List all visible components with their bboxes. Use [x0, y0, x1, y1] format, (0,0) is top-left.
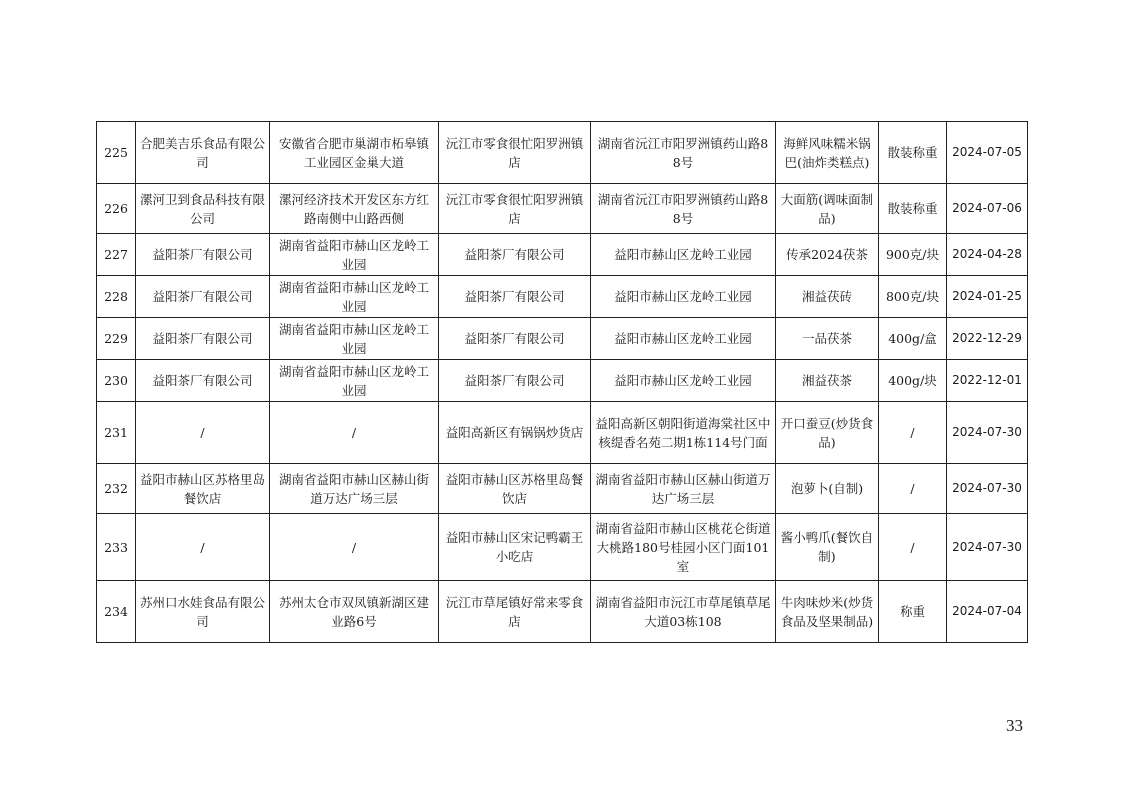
cell-spec: 称重 [879, 581, 947, 643]
cell-producer-address: 苏州太仓市双凤镇新湖区建业路6号 [270, 581, 439, 643]
cell-no: 226 [97, 184, 136, 234]
table-row [97, 581, 1028, 643]
cell-date: 2024-07-05 [947, 122, 1028, 184]
cell-producer-address: 湖南省益阳市赫山区龙岭工业园 [270, 360, 439, 402]
cell-producer: / [136, 514, 270, 581]
cell-producer: / [136, 402, 270, 464]
cell-spec: 400g/块 [879, 360, 947, 402]
cell-no: 230 [97, 360, 136, 402]
table-row [97, 276, 1028, 318]
cell-seller-address: 湖南省沅江市阳罗洲镇药山路88号 [591, 122, 776, 184]
cell-producer-address: 湖南省益阳市赫山区龙岭工业园 [270, 318, 439, 360]
cell-date: 2024-07-30 [947, 464, 1028, 514]
cell-date: 2024-07-04 [947, 581, 1028, 643]
page-number: 33 [1006, 716, 1023, 735]
cell-producer: 苏州口水娃食品有限公司 [136, 581, 270, 643]
cell-seller-address: 益阳市赫山区龙岭工业园 [591, 234, 776, 276]
cell-seller: 沅江市零食很忙阳罗洲镇店 [439, 122, 591, 184]
cell-producer: 漯河卫到食品科技有限公司 [136, 184, 270, 234]
cell-seller: 沅江市零食很忙阳罗洲镇店 [439, 184, 591, 234]
cell-producer-address: 湖南省益阳市赫山区龙岭工业园 [270, 234, 439, 276]
cell-no: 234 [97, 581, 136, 643]
cell-seller: 益阳高新区有锅锅炒货店 [439, 402, 591, 464]
table-row [97, 234, 1028, 276]
table-row [97, 402, 1028, 464]
cell-seller-address: 湖南省益阳市赫山区桃花仑街道大桃路180号桂园小区门面101室 [591, 514, 776, 581]
cell-producer-address: 漯河经济技术开发区东方红路南侧中山路西侧 [270, 184, 439, 234]
cell-producer-address: / [270, 402, 439, 464]
cell-no: 228 [97, 276, 136, 318]
cell-seller: 益阳市赫山区苏格里岛餐饮店 [439, 464, 591, 514]
cell-product: 牛肉味炒米(炒货食品及坚果制品) [776, 581, 879, 643]
cell-seller: 益阳茶厂有限公司 [439, 360, 591, 402]
table-row [97, 122, 1028, 184]
cell-seller-address: 湖南省益阳市赫山区赫山街道万达广场三层 [591, 464, 776, 514]
cell-producer-address: 湖南省益阳市赫山区龙岭工业园 [270, 276, 439, 318]
cell-producer: 益阳茶厂有限公司 [136, 318, 270, 360]
cell-producer-address: 湖南省益阳市赫山区赫山街道万达广场三层 [270, 464, 439, 514]
cell-spec: / [879, 514, 947, 581]
cell-date: 2024-07-06 [947, 184, 1028, 234]
cell-product: 传承2024茯茶 [776, 234, 879, 276]
cell-seller: 益阳茶厂有限公司 [439, 234, 591, 276]
cell-no: 229 [97, 318, 136, 360]
cell-seller-address: 益阳市赫山区龙岭工业园 [591, 360, 776, 402]
cell-product: 一品茯茶 [776, 318, 879, 360]
cell-product: 海鲜风味糯米锅巴(油炸类糕点) [776, 122, 879, 184]
cell-seller: 益阳茶厂有限公司 [439, 276, 591, 318]
cell-no: 232 [97, 464, 136, 514]
cell-producer: 益阳茶厂有限公司 [136, 276, 270, 318]
cell-date: 2024-04-28 [947, 234, 1028, 276]
cell-product: 开口蚕豆(炒货食品) [776, 402, 879, 464]
cell-seller: 沅江市草尾镇好常来零食店 [439, 581, 591, 643]
table-row [97, 464, 1028, 514]
sampling-results-table [96, 121, 1028, 643]
cell-seller-address: 湖南省沅江市阳罗洲镇药山路88号 [591, 184, 776, 234]
cell-seller-address: 益阳高新区朝阳街道海棠社区中核缇香名苑二期1栋114号门面 [591, 402, 776, 464]
cell-date: 2024-07-30 [947, 514, 1028, 581]
cell-date: 2022-12-29 [947, 318, 1028, 360]
cell-product: 酱小鸭爪(餐饮自制) [776, 514, 879, 581]
table-row [97, 318, 1028, 360]
cell-seller-address: 益阳市赫山区龙岭工业园 [591, 276, 776, 318]
cell-date: 2024-01-25 [947, 276, 1028, 318]
cell-no: 225 [97, 122, 136, 184]
cell-product: 湘益茯砖 [776, 276, 879, 318]
table-row [97, 184, 1028, 234]
cell-producer: 益阳茶厂有限公司 [136, 234, 270, 276]
table-body [97, 122, 1028, 643]
cell-producer-address: 安徽省合肥市巢湖市柘皋镇工业园区金巢大道 [270, 122, 439, 184]
cell-no: 233 [97, 514, 136, 581]
cell-product: 湘益茯茶 [776, 360, 879, 402]
cell-spec: 900克/块 [879, 234, 947, 276]
cell-spec: 400g/盒 [879, 318, 947, 360]
cell-product: 泡萝卜(自制) [776, 464, 879, 514]
cell-no: 227 [97, 234, 136, 276]
cell-no: 231 [97, 402, 136, 464]
cell-seller-address: 益阳市赫山区龙岭工业园 [591, 318, 776, 360]
cell-seller: 益阳茶厂有限公司 [439, 318, 591, 360]
cell-spec: 散装称重 [879, 122, 947, 184]
cell-date: 2024-07-30 [947, 402, 1028, 464]
cell-producer: 益阳市赫山区苏格里岛餐饮店 [136, 464, 270, 514]
cell-spec: / [879, 402, 947, 464]
table-row [97, 360, 1028, 402]
cell-date: 2022-12-01 [947, 360, 1028, 402]
cell-spec: / [879, 464, 947, 514]
cell-product: 大面筋(调味面制品) [776, 184, 879, 234]
table-row [97, 514, 1028, 581]
cell-spec: 800克/块 [879, 276, 947, 318]
cell-producer: 合肥美吉乐食品有限公司 [136, 122, 270, 184]
cell-seller-address: 湖南省益阳市沅江市草尾镇草尾大道03栋108 [591, 581, 776, 643]
cell-producer: 益阳茶厂有限公司 [136, 360, 270, 402]
cell-producer-address: / [270, 514, 439, 581]
cell-spec: 散装称重 [879, 184, 947, 234]
cell-seller: 益阳市赫山区宋记鸭霸王小吃店 [439, 514, 591, 581]
